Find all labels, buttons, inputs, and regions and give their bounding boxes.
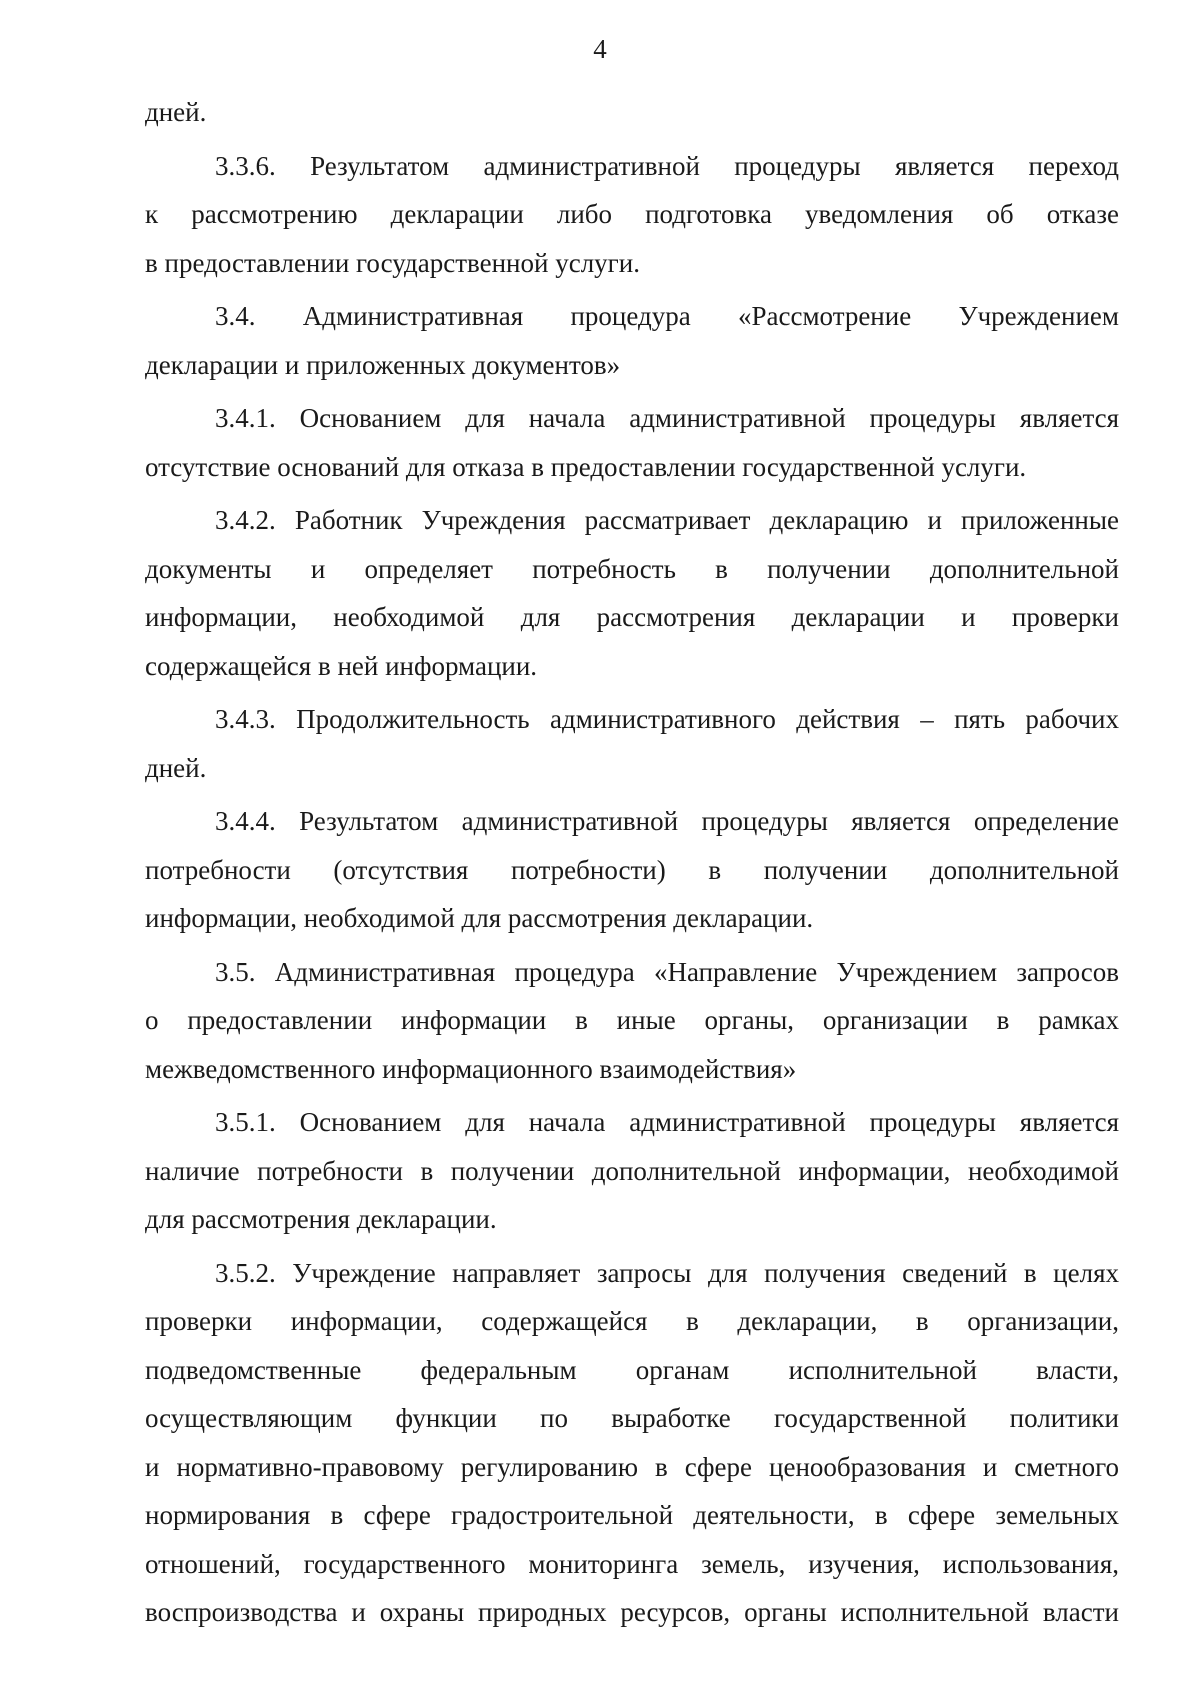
text-line: дней. [145, 752, 207, 783]
text-line: к рассмотрению декларации либо подготовка уведомления об отказе [145, 199, 1119, 229]
text-line: и нормативно-правовому регулированию в сфере ценообразования и сметного [145, 1451, 1119, 1482]
page-number: 4 [593, 34, 607, 64]
text-line: 3.3.6. Результатом административной процедуры является переход [215, 150, 1119, 181]
text-line: о предоставлении информации в иные органы, организации в рамках [145, 1005, 1119, 1035]
text-line: содержащейся в ней информации. [145, 650, 538, 681]
text-line: 3.4.2. Работник Учреждения рассматривает декларацию и приложенные [215, 505, 1119, 535]
text-line: 3.4. Административная процедура «Рассмотрение Учреждением [215, 301, 1119, 331]
text-line: документы и определяет потребность в получении дополнительной [145, 553, 1119, 584]
text-line: межведомственного информационного взаимодействия» [145, 1053, 797, 1084]
text-line: 3.5. Административная процедура «Направление Учреждением запросов [215, 956, 1119, 987]
text-line: отношений, государственного мониторинга земель, изучения, использования, [145, 1548, 1119, 1579]
text-line: подведомственные федеральным органам исполнительной власти, [145, 1354, 1119, 1385]
text-line: воспроизводства и охраны природных ресурсов, органы исполнительной власти [145, 1597, 1119, 1627]
text-line: 3.4.4. Результатом административной процедуры является определение [215, 806, 1119, 836]
text-line: декларации и приложенных документов» [145, 349, 621, 380]
text-line: 3.5.2. Учреждение направляет запросы для получения сведений в целях [215, 1257, 1119, 1288]
text-line: осуществляющим функции по выработке государственной политики [145, 1403, 1119, 1433]
text-line: нормирования в сфере градостроительной деятельности, в сфере земельных [145, 1500, 1119, 1530]
text-line: потребности (отсутствия потребности) в получении дополнительной [145, 854, 1119, 885]
text-line: для рассмотрения декларации. [145, 1204, 497, 1234]
text-line: наличие потребности в получении дополнительной информации, необходимой [145, 1155, 1119, 1186]
text-line: дней. [145, 97, 207, 127]
document-body [145, 88, 1119, 1637]
text-line: 3.4.1. Основанием для начала административной процедуры является [215, 403, 1119, 433]
text-line: информации, необходимой для рассмотрения декларации. [145, 903, 814, 933]
text-line: в предоставлении государственной услуги. [145, 247, 640, 278]
text-line: отсутствие оснований для отказа в предоставлении государственной услуги. [145, 451, 1027, 482]
text-line: 3.4.3. Продолжительность административного действия – пять рабочих [215, 704, 1119, 734]
text-line: 3.5.1. Основанием для начала административной процедуры является [215, 1107, 1119, 1137]
text-line: информации, необходимой для рассмотрения декларации и проверки [145, 602, 1119, 632]
text-line: проверки информации, содержащейся в декларации, в организации, [145, 1306, 1119, 1336]
